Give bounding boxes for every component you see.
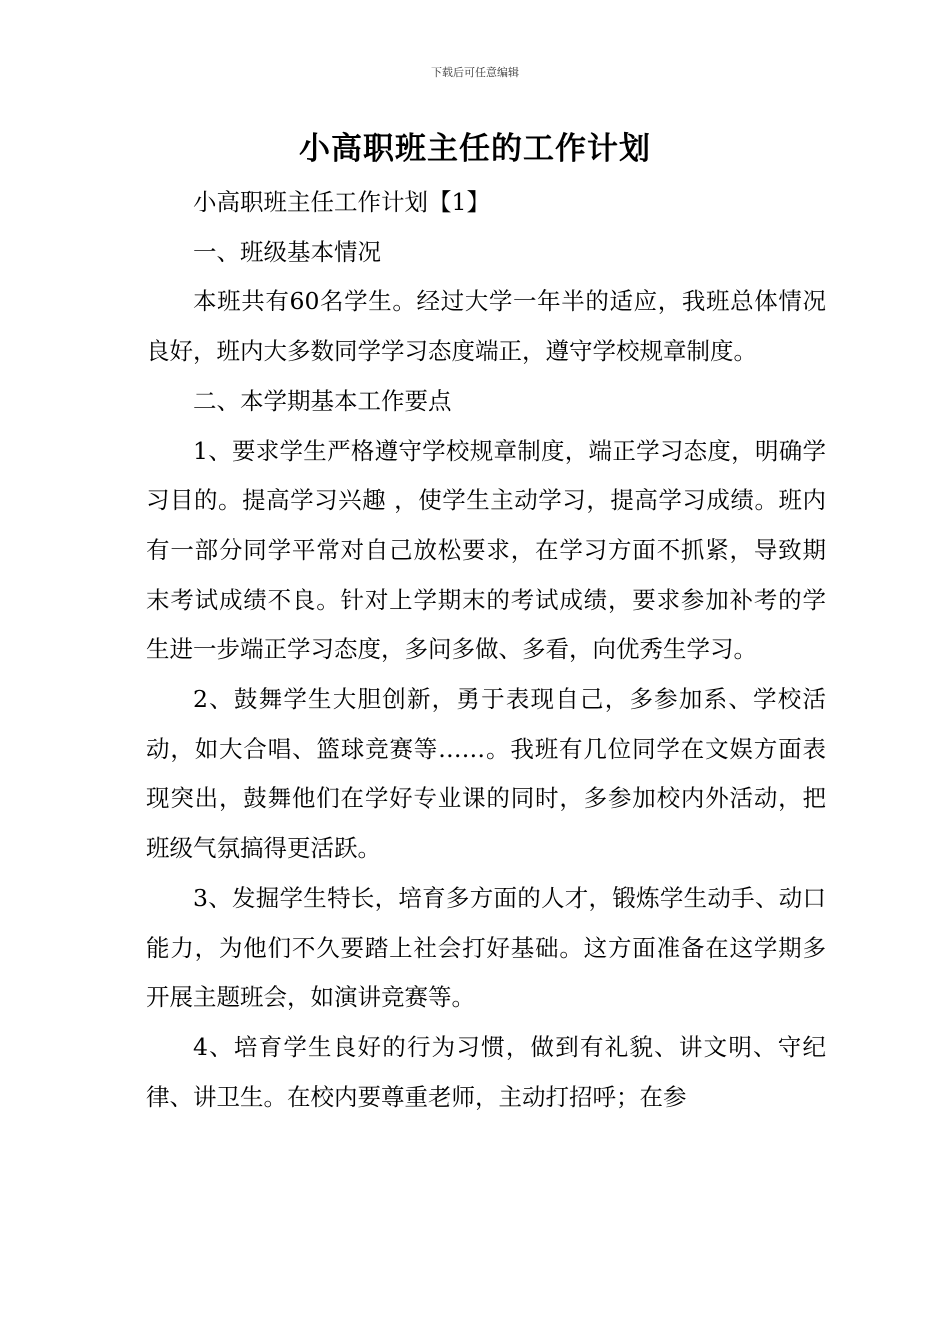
section-subtitle: 小高职班主任工作计划【1】 [193, 188, 490, 216]
section-heading-2: 二、本学期基本工作要点 [193, 386, 452, 415]
section-heading-1: 一、班级基本情况 [193, 237, 381, 266]
paragraph-point-3: 3、发掘学生特长，培育多方面的人才，锻炼学生动手、动口能力，为他们不久要踏上社会打好基础。这方面准备在这学期多开展主题班会，如演讲竞赛等。 [146, 883, 826, 1012]
paragraph-point-4: 4、培育学生良好的行为习惯，做到有礼貌、讲文明、守纪律、讲卫生。在校内要尊重老师，主动打招呼；在参 [146, 1032, 826, 1111]
paragraph-point-2: 2、鼓舞学生大胆创新，勇于表现自己，多参加系、学校活动，如大合唱、篮球竞赛等……。我班有几位同学在文娱方面表现突出，鼓舞他们在学好专业课的同时，多参加校内外活动，把班级气氛搞得更活跃。 [146, 685, 826, 863]
document-body [146, 178, 826, 1122]
paragraph-point-1: 1、要求学生严格遵守学校规章制度，端正学习态度，明确学习目的。提高学习兴趣 ，使学生主动学习，提高学习成绩。班内有一部分同学平常对自己放松要求，在学习方面不抓紧，导致期末考试成绩不良。针对上学期末的考试成绩，要求参加补考的学生进一步端正学习态度，多问多做、多看，向优秀生学习。 [146, 436, 826, 664]
header-note: 下载后可任意编辑 [431, 66, 519, 79]
document-title: 小高职班主任的工作计划 [299, 131, 651, 167]
paragraph-class-overview: 本班共有60名学生。经过大学一年半的适应，我班总体情况良好，班内大多数同学学习态度端正，遵守学校规章制度。 [146, 287, 826, 366]
